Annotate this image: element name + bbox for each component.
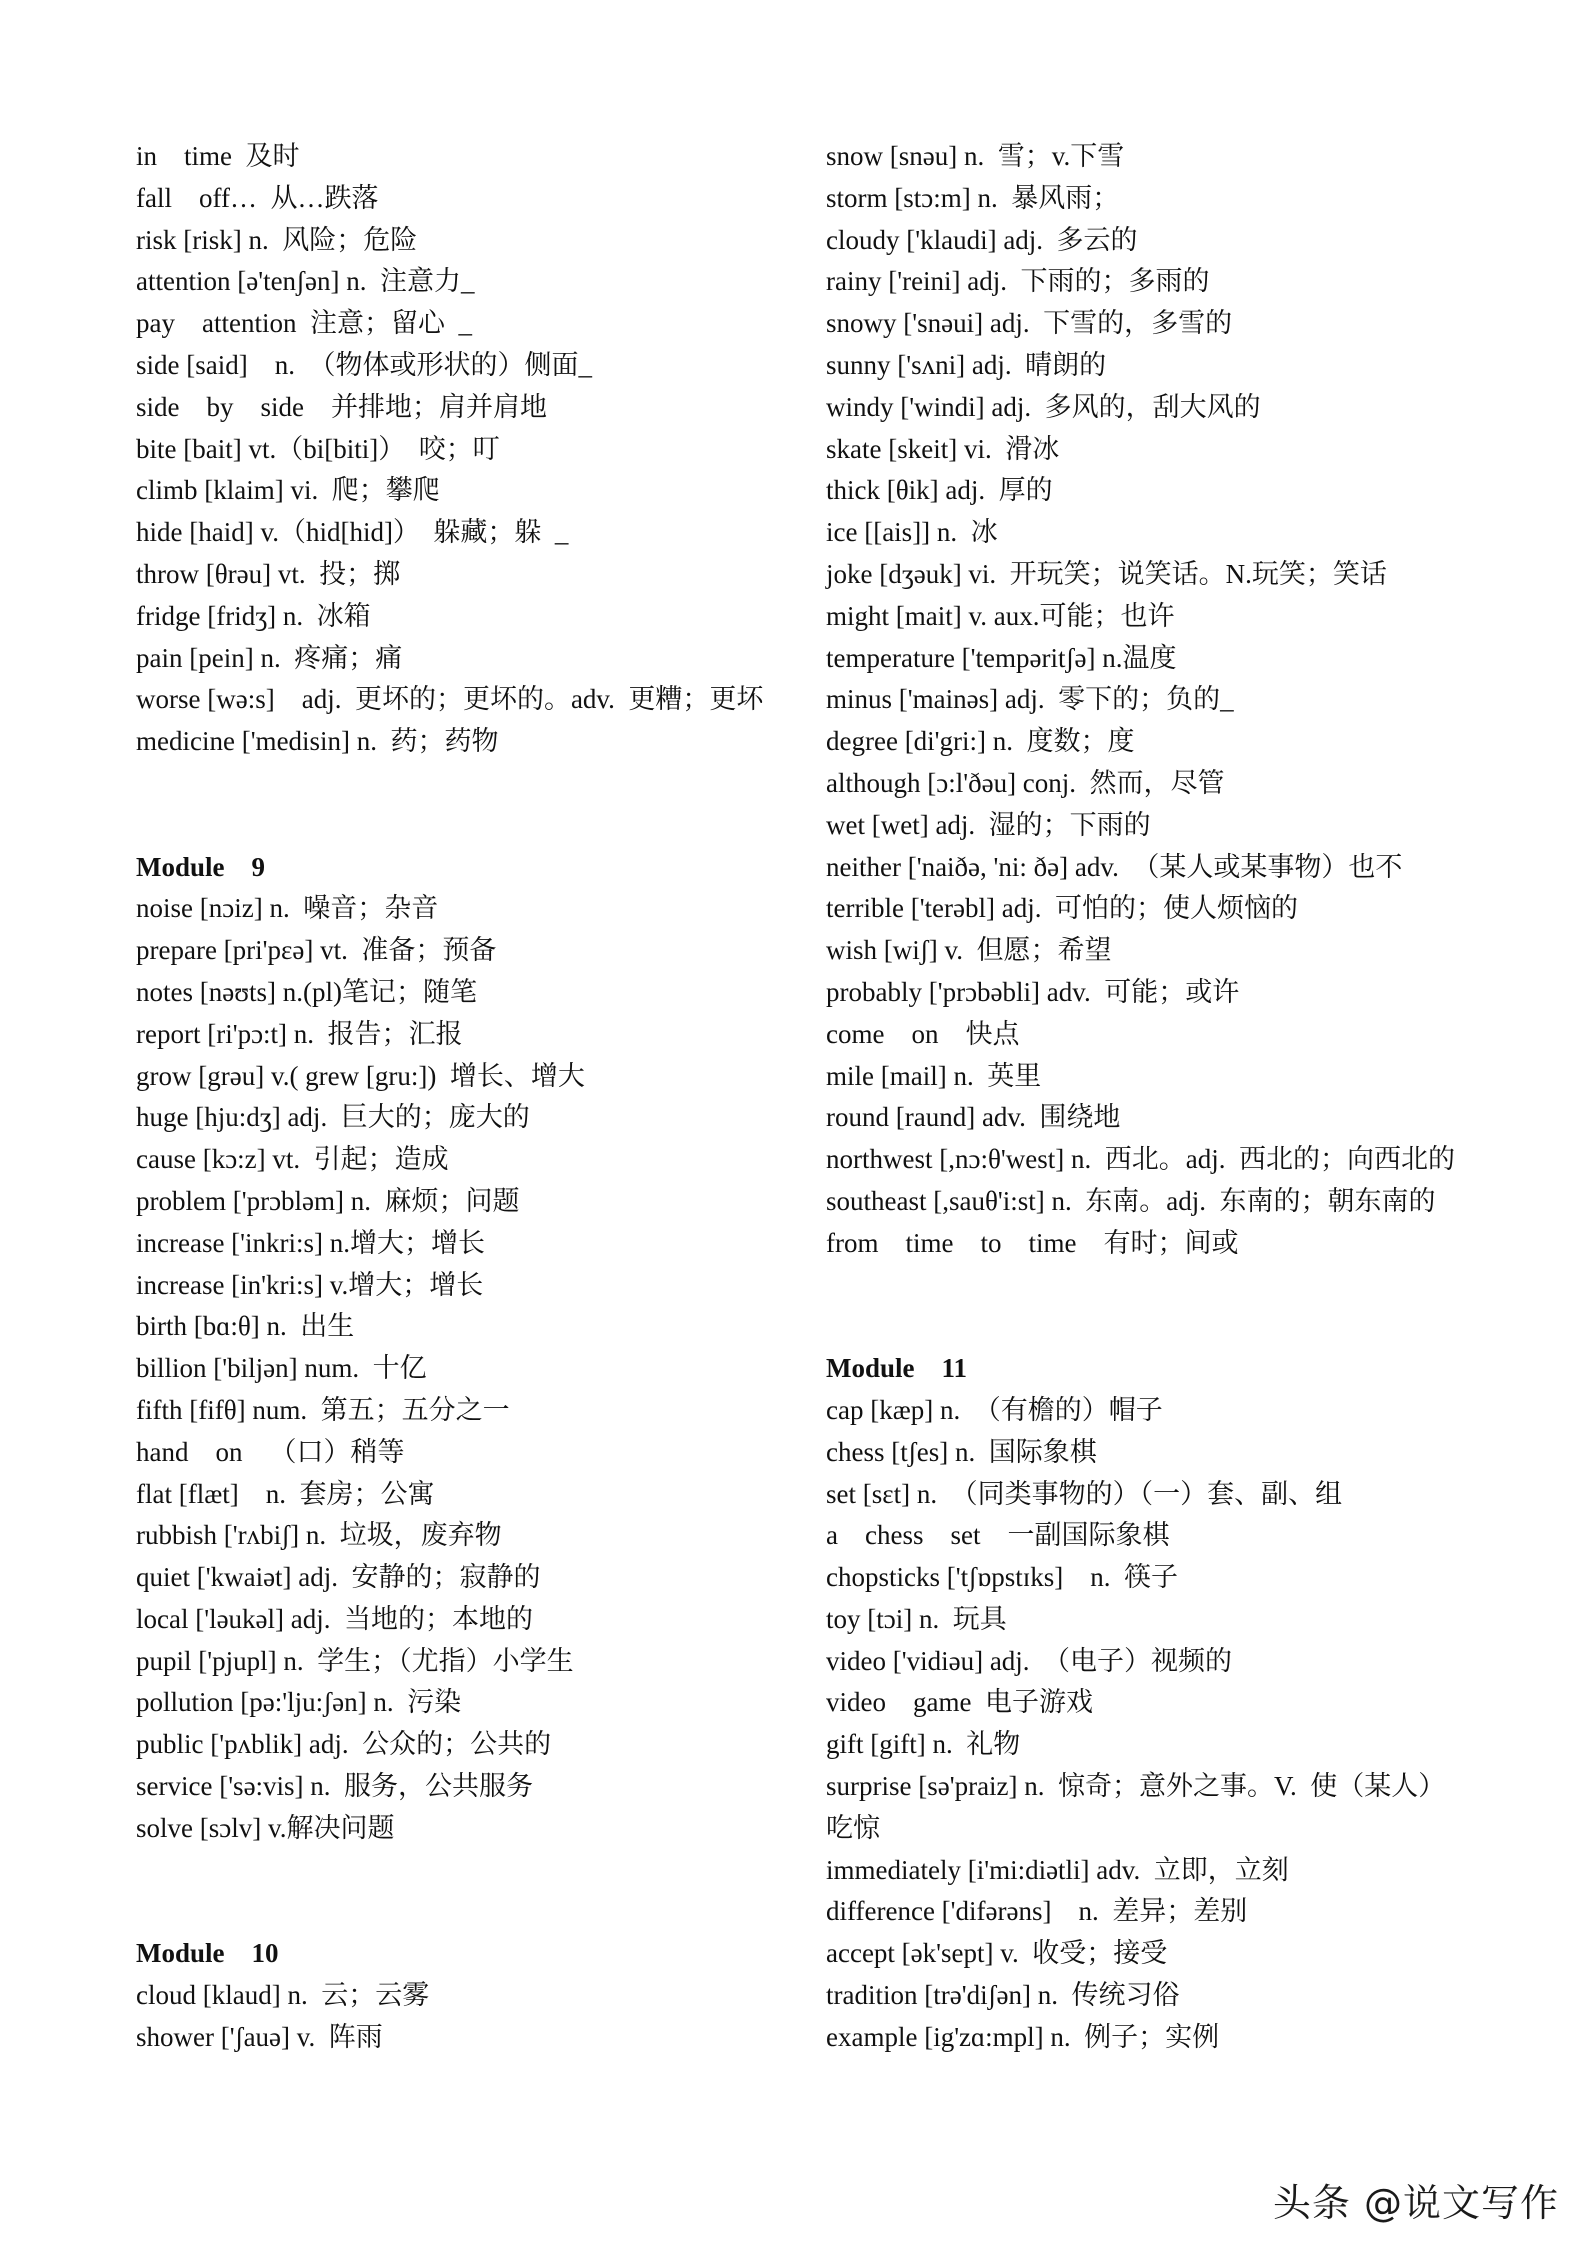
vocab-entry: southeast [,sauθ'i:st] n. 东南。adj. 东南的；朝东南的 bbox=[826, 1185, 1436, 1216]
vocab-entry: example [ig'zɑ:mpl] n. 例子；实例 bbox=[826, 2021, 1220, 2052]
vocab-entry: prepare [pri'pɛə] vt. 准备；预备 bbox=[136, 935, 497, 966]
blank-line bbox=[826, 1306, 1466, 1348]
left-column bbox=[136, 136, 776, 2059]
vocab-entry: worse [wə:s] adj. 更坏的；更坏的。adv. 更糟；更坏 bbox=[136, 684, 764, 715]
vocab-entry: although [ɔ:l'ðəu] conj. 然而，尽管 bbox=[826, 767, 1225, 798]
vocab-entry: northwest [,nɔ:θ'west] n. 西北。adj. 西北的；向西北的 bbox=[826, 1144, 1455, 1175]
vocab-entry: increase [in'kri:s] v.增大；增长 bbox=[136, 1269, 484, 1300]
vocab-entry: grow [grəu] v.( grew [gru:]) 增长、增大 bbox=[136, 1060, 585, 1091]
vocab-entry: pollution [pə:'lju:ʃən] n. 污染 bbox=[136, 1687, 462, 1718]
vocab-entry: pain [pein] n. 疼痛；痛 bbox=[136, 642, 403, 673]
vocab-entry: minus ['mainəs] adj. 零下的；负的_ bbox=[826, 684, 1234, 715]
blank-line bbox=[826, 1265, 1466, 1307]
vocab-entry: skate [skeit] vi. 滑冰 bbox=[826, 433, 1060, 464]
vocab-entry: throw [θrəu] vt. 投；掷 bbox=[136, 558, 401, 589]
blank-line bbox=[136, 763, 776, 805]
vocab-entry: round [raund] adv. 围绕地 bbox=[826, 1102, 1121, 1133]
vocab-entry: rainy ['reini] adj. 下雨的；多雨的 bbox=[826, 266, 1210, 297]
vocab-entry: problem ['prɔbləm] n. 麻烦；问题 bbox=[136, 1185, 520, 1216]
watermark: 头条 @说文写作 bbox=[1272, 2181, 1559, 2225]
vocab-entry: cloudy ['klaudi] adj. 多云的 bbox=[826, 224, 1138, 255]
vocab-entry: chopsticks ['tʃɒpstɪks] n. 筷子 bbox=[826, 1562, 1178, 1593]
vocab-entry: notes [nəʊts] n.(pl)笔记；随笔 bbox=[136, 976, 478, 1007]
module-heading: Module 11 bbox=[826, 1353, 968, 1384]
module-heading: Module 10 bbox=[136, 1938, 279, 1969]
vocab-entry: flat [flæt] n. 套房；公寓 bbox=[136, 1478, 435, 1509]
vocab-entry: cloud [klaud] n. 云；云雾 bbox=[136, 1980, 430, 2011]
vocab-entry: hide [haid] v.（hid[hid]） 躲藏；躲 _ bbox=[136, 517, 569, 548]
vocab-entry: cap [kæp] n. （有檐的）帽子 bbox=[826, 1394, 1163, 1425]
vocab-entry: sunny ['sʌni] adj. 晴朗的 bbox=[826, 349, 1107, 380]
vocab-entry: pay attention 注意；留心 _ bbox=[136, 308, 472, 339]
vocab-entry: wet [wet] adj. 湿的；下雨的 bbox=[826, 809, 1151, 840]
vocab-entry: public ['pʌblik] adj. 公众的；公共的 bbox=[136, 1729, 552, 1760]
blank-line bbox=[136, 1891, 776, 1933]
vocab-entry: birth [bɑ:θ] n. 出生 bbox=[136, 1311, 355, 1342]
vocab-entry: hand on （口）稍等 bbox=[136, 1436, 405, 1467]
vocab-entry: ice [[ais]] n. 冰 bbox=[826, 517, 998, 548]
vocab-entry: gift [gift] n. 礼物 bbox=[826, 1729, 1021, 1760]
vocab-entry: snowy ['snəui] adj. 下雪的，多雪的 bbox=[826, 308, 1233, 339]
vocab-entry: probably ['prɔbəbli] adv. 可能；或许 bbox=[826, 976, 1240, 1007]
vocab-entry: quiet ['kwaiət] adj. 安静的；寂静的 bbox=[136, 1562, 541, 1593]
vocab-entry: joke [dʒəuk] vi. 开玩笑；说笑话。N.玩笑；笑话 bbox=[826, 558, 1387, 589]
vocab-entry: medicine ['medisin] n. 药；药物 bbox=[136, 726, 499, 757]
vocab-entry: a chess set 一副国际象棋 bbox=[826, 1520, 1170, 1551]
right-column bbox=[826, 136, 1466, 2059]
module-heading: Module 9 bbox=[136, 851, 266, 882]
vocab-entry: tradition [trə'diʃən] n. 传统习俗 bbox=[826, 1980, 1180, 2011]
vocab-entry: accept [ək'sept] v. 收受；接受 bbox=[826, 1938, 1168, 1969]
vocab-entry: solve [sɔlv] v.解决问题 bbox=[136, 1812, 395, 1843]
vocab-entry: in time 及时 bbox=[136, 141, 300, 171]
vocab-entry: huge [hju:dʒ] adj. 巨大的；庞大的 bbox=[136, 1102, 530, 1133]
vocab-entry: temperature ['tempəritʃə] n.温度 bbox=[826, 642, 1177, 673]
vocab-entry: noise [nɔiz] n. 噪音；杂音 bbox=[136, 893, 439, 924]
vocab-entry: climb [klaim] vi. 爬；攀爬 bbox=[136, 475, 440, 506]
vocab-entry: fall off… 从…跌落 bbox=[136, 182, 379, 213]
vocab-entry: side [said] n. （物体或形状的）侧面_ bbox=[136, 349, 592, 380]
blank-line bbox=[136, 1850, 776, 1892]
vocab-entry: risk [risk] n. 风险；危险 bbox=[136, 224, 418, 255]
blank-line bbox=[136, 805, 776, 847]
vocab-entry: fifth [fifθ] num. 第五；五分之一 bbox=[136, 1394, 510, 1425]
vocab-entry: billion ['biljən] num. 十亿 bbox=[136, 1353, 427, 1384]
vocab-entry: local ['ləukəl] adj. 当地的；本地的 bbox=[136, 1603, 534, 1634]
vocab-entry: service ['sə:vis] n. 服务，公共服务 bbox=[136, 1771, 534, 1802]
vocab-entry: snow [snəu] n. 雪；v.下雪 bbox=[826, 141, 1125, 171]
vocab-entry: rubbish ['rʌbiʃ] n. 垃圾，废弃物 bbox=[136, 1520, 502, 1551]
vocab-entry: thick [θik] adj. 厚的 bbox=[826, 475, 1053, 506]
vocab-entry: chess [tʃes] n. 国际象棋 bbox=[826, 1436, 1097, 1467]
vocab-entry: set [sɛt] n. （同类事物的）（一）套、副、组 bbox=[826, 1478, 1343, 1509]
vocab-entry: attention [ə'tenʃən] n. 注意力_ bbox=[136, 266, 475, 297]
vocab-entry: toy [tɔi] n. 玩具 bbox=[826, 1603, 1007, 1634]
vocab-entry: come on 快点 bbox=[826, 1018, 1020, 1049]
vocab-entry: neither ['naiðə, 'ni: ðə] adv. （某人或某事物）也不 bbox=[826, 851, 1403, 882]
vocab-entry: increase ['inkri:s] n.增大；增长 bbox=[136, 1227, 486, 1258]
vocab-entry: windy ['windi] adj. 多风的，刮大风的 bbox=[826, 391, 1261, 422]
vocab-entry: bite [bait] vt.（bi[biti]） 咬；叮 bbox=[136, 433, 500, 464]
vocab-entry: difference ['difərəns] n. 差异；差别 bbox=[826, 1896, 1248, 1927]
vocab-entry: degree [di'gri:] n. 度数；度 bbox=[826, 726, 1135, 757]
vocab-entry: storm [stɔ:m] n. 暴风雨； bbox=[826, 182, 1120, 213]
vocab-entry: wish [wiʃ] v. 但愿；希望 bbox=[826, 935, 1112, 966]
vocab-entry: video game 电子游戏 bbox=[826, 1687, 1093, 1718]
vocab-entry: surprise [sə'praiz] n. 惊奇；意外之事。V. 使（某人）吃惊 bbox=[826, 1771, 1446, 1843]
vocab-entry: immediately [i'mi:diətli] adv. 立即，立刻 bbox=[826, 1854, 1289, 1885]
vocab-entry: shower ['ʃauə] v. 阵雨 bbox=[136, 2021, 383, 2052]
vocab-entry: side by side 并排地；肩并肩地 bbox=[136, 391, 547, 422]
vocab-entry: fridge [fridʒ] n. 冰箱 bbox=[136, 600, 371, 631]
vocab-entry: pupil ['pjupl] n. 学生；（尤指）小学生 bbox=[136, 1645, 574, 1676]
vocab-entry: terrible ['terəbl] adj. 可怕的；使人烦恼的 bbox=[826, 893, 1298, 924]
vocab-entry: mile [mail] n. 英里 bbox=[826, 1060, 1042, 1091]
vocab-entry: report [ri'pɔ:t] n. 报告；汇报 bbox=[136, 1018, 463, 1049]
vocab-entry: cause [kɔ:z] vt. 引起；造成 bbox=[136, 1144, 449, 1175]
vocab-entry: might [mait] v. aux.可能；也许 bbox=[826, 600, 1175, 631]
vocab-entry: video ['vidiəu] adj. （电子）视频的 bbox=[826, 1645, 1233, 1676]
vocab-entry: from time to time 有时；间或 bbox=[826, 1227, 1239, 1258]
